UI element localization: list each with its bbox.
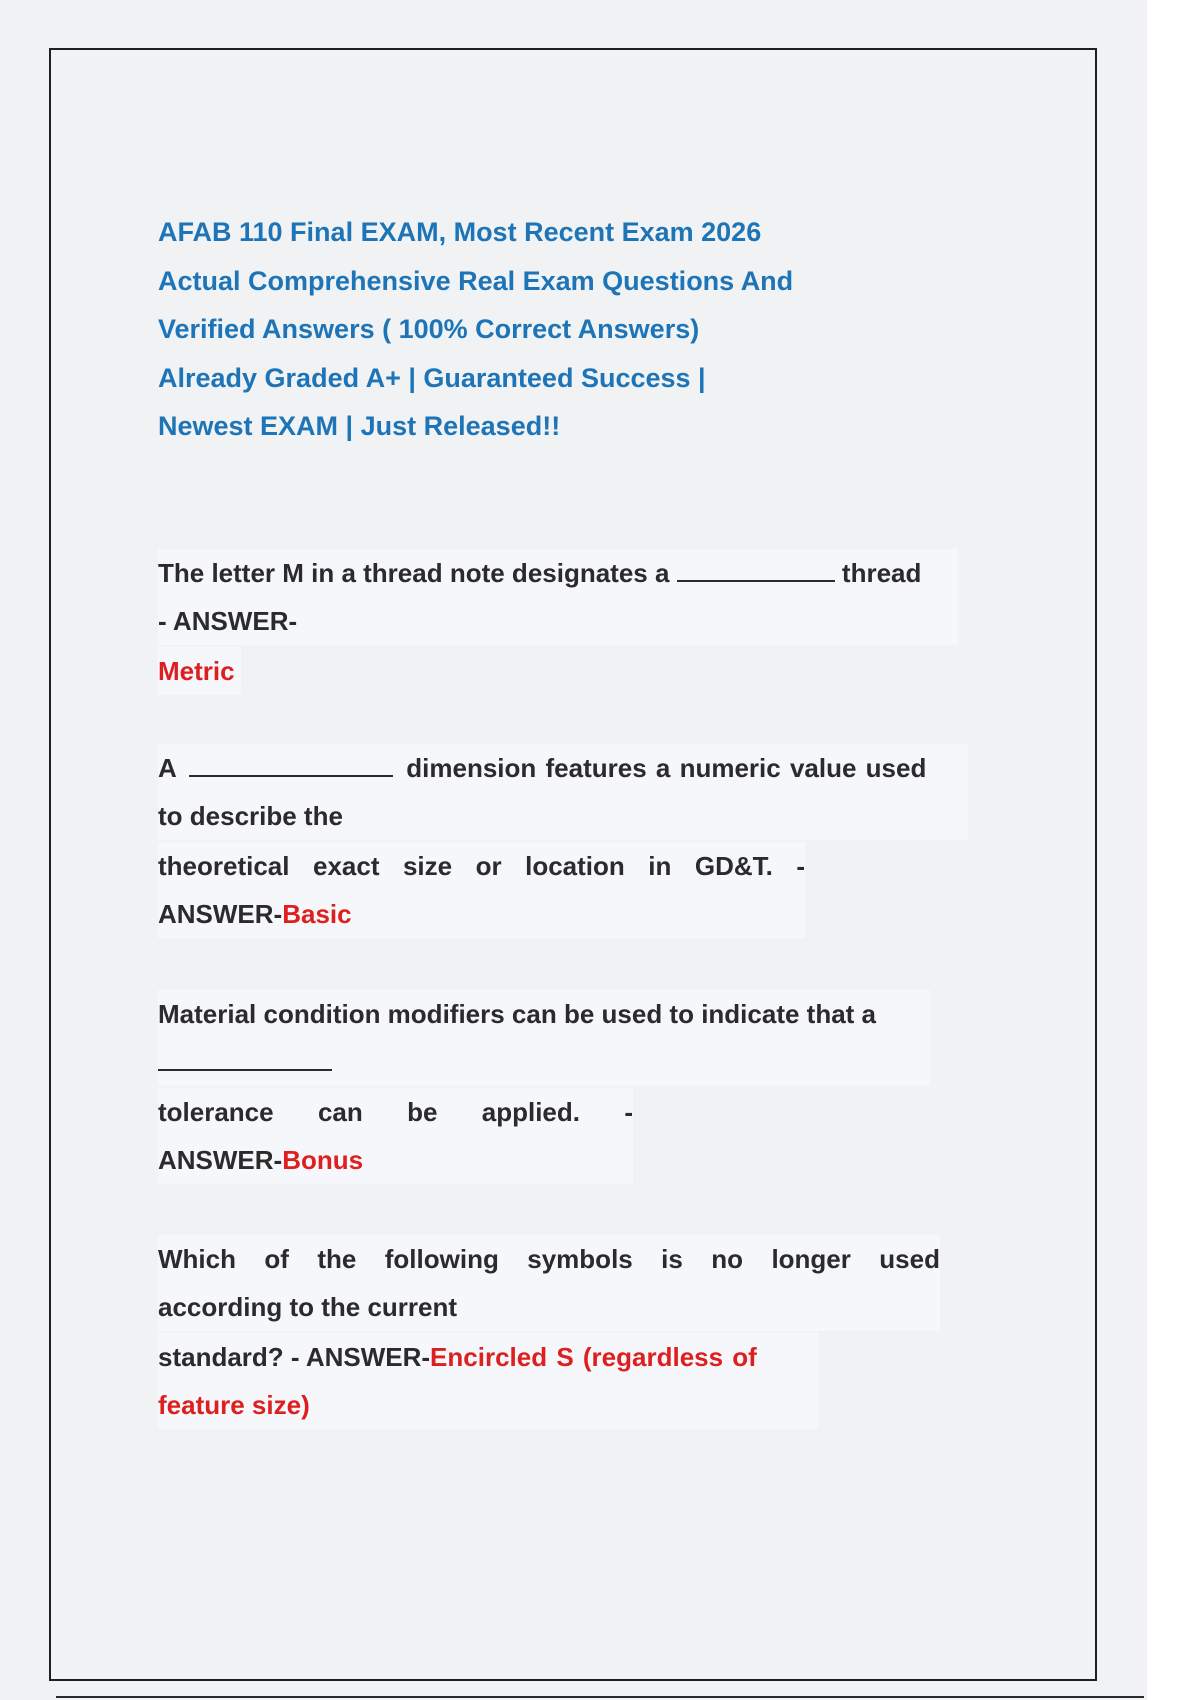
question-text: thread [841,558,922,588]
title-line: Already Graded A+ | Guaranteed Success | [158,362,706,393]
question-3 [158,990,930,1184]
word: Which [158,1244,236,1274]
word: tolerance [158,1097,274,1127]
viewer-margin [1147,0,1200,1700]
word: is [661,1244,683,1274]
word: theoretical [158,851,290,881]
answer-text: Metric [158,647,241,695]
answer-blank [158,1049,332,1071]
word: in [648,851,672,881]
answer-label: ANSWER- [158,1145,283,1175]
word: of [264,1244,289,1274]
word: exact [312,851,380,881]
question-1 [158,549,958,695]
answer-text: feature size) [158,1381,818,1429]
word: or [475,851,502,881]
answer-label: - ANSWER- [158,597,958,645]
question-2 [158,744,968,938]
answer-label: ANSWER- [158,899,283,929]
answer-text: Encircled S (regardless of [430,1342,757,1372]
title-line: AFAB 110 Final EXAM, Most Recent Exam 2026 [158,217,762,247]
word: can [317,1097,363,1127]
word: GD&T. [694,851,773,881]
question-text: according to the current [158,1283,940,1331]
word: symbols [527,1244,633,1274]
question-text: The letter M in a thread note designates a [158,558,670,588]
word: size [402,851,453,881]
title-line: Verified Answers ( 100% Correct Answers) [158,314,700,344]
title-line: Newest EXAM | Just Released!! [158,411,561,441]
page-divider [56,1696,1144,1698]
word: the [317,1244,357,1274]
answer-text: Basic [282,899,352,929]
document-title [158,208,858,451]
word: applied. [481,1097,580,1127]
question-text: Material condition modifiers can be used to indicate that a [158,990,930,1038]
question-4 [158,1235,940,1429]
word: be [407,1097,438,1127]
question-text: to describe the [158,792,968,840]
question-text: dimension features a numeric value used [406,753,927,783]
title-line: Actual Comprehensive Real Exam Questions And [158,265,794,296]
question-text: A [158,753,176,783]
word: following [384,1244,499,1274]
word: longer [771,1244,851,1274]
answer-text: Bonus [282,1145,364,1175]
word: - [624,1097,633,1127]
question-text: standard? - ANSWER- [158,1342,431,1372]
word: - [796,851,805,881]
word: used [879,1244,940,1274]
word: no [711,1244,744,1274]
word: location [525,851,625,881]
answer-blank [189,755,393,777]
answer-blank [677,560,835,582]
